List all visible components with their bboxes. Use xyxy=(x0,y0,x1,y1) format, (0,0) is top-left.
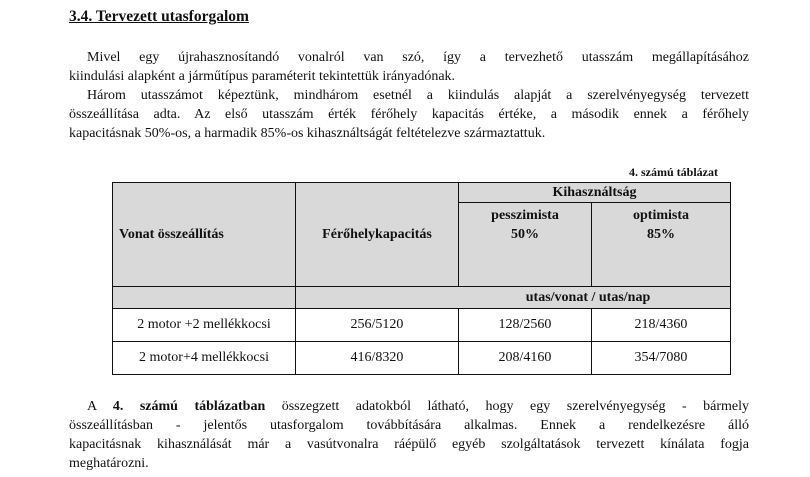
section-heading: 3.4. Tervezett utasforgalom xyxy=(69,8,249,25)
table-row xyxy=(113,309,731,342)
intro-line-2: kiindulási alapként a járműtípus paraméterit tekintettük irányadónak. xyxy=(69,69,456,84)
header-train-composition xyxy=(113,183,296,287)
cell-pessimistic: 128/2560 xyxy=(459,309,592,342)
header-pessimistic xyxy=(459,203,592,287)
closing-paragraph xyxy=(69,397,749,473)
header-unit-spacer xyxy=(113,287,296,309)
closing-line-1-rest: összegzett adatokból látható, hogy egy szerelvényegység - bármely xyxy=(281,399,750,414)
table-caption: 4. számú táblázat xyxy=(629,165,718,179)
closing-table-ref: 4. számú táblázatban xyxy=(112,399,266,414)
header-unit-label: utas/vonat / utas/nap xyxy=(525,289,651,305)
cell-composition: 2 motor+4 mellékkocsi xyxy=(113,342,296,375)
closing-line-3: kapacitásnak kihasználását már a vasútvonalra ráépülő egyéb szolgáltatások tervezett kínálata fogja xyxy=(69,437,749,452)
closing-line-1 xyxy=(69,397,749,416)
closing-line-2: összeállításban - jelentős utasforgalom továbbítására alkalmas. Ennek a rendelkezésre álló xyxy=(69,418,749,433)
header-pessimistic-label: pesszimista xyxy=(491,208,559,223)
header-seat-capacity xyxy=(296,183,459,287)
cell-capacity: 256/5120 xyxy=(296,309,459,342)
intro-paragraph xyxy=(69,48,749,143)
closing-line-4: meghatározni. xyxy=(69,456,149,471)
header-utilization-label: Kihasználtság xyxy=(552,184,637,200)
table-row xyxy=(113,342,731,375)
header-optimistic xyxy=(592,203,731,287)
header-optimistic-pct: 85% xyxy=(647,227,675,242)
cell-optimistic: 354/7080 xyxy=(592,342,731,375)
header-utilization xyxy=(459,183,731,203)
header-train-composition-label: Vonat összeállítás xyxy=(119,226,224,242)
intro-line-5: kapacitásnak 50%-os, a harmadik 85%-os kihasználtságát feltételezve származtattuk. xyxy=(69,126,546,141)
closing-lead: A xyxy=(87,399,97,414)
intro-line-3: Három utasszámot képeztünk, mindhárom esetnél a kiindulás alapját a szerelvényegység tervezett xyxy=(87,88,749,103)
header-seat-capacity-label: Férőhelykapacitás xyxy=(322,226,432,242)
intro-line-1: Mivel egy újrahasznosítandó vonalról van szó, így a tervezhető utasszám megállapításához xyxy=(87,50,749,65)
capacity-table xyxy=(112,182,731,375)
header-unit xyxy=(296,287,731,309)
cell-capacity: 416/8320 xyxy=(296,342,459,375)
header-pessimistic-pct: 50% xyxy=(511,227,539,242)
cell-pessimistic: 208/4160 xyxy=(459,342,592,375)
header-optimistic-label: optimista xyxy=(633,208,689,223)
cell-composition: 2 motor +2 mellékkocsi xyxy=(113,309,296,342)
intro-line-4: összeállítása adta. Az első utasszám érték férőhely kapacitás értéke, a második ennek a férőhely xyxy=(69,107,749,122)
cell-optimistic: 218/4360 xyxy=(592,309,731,342)
